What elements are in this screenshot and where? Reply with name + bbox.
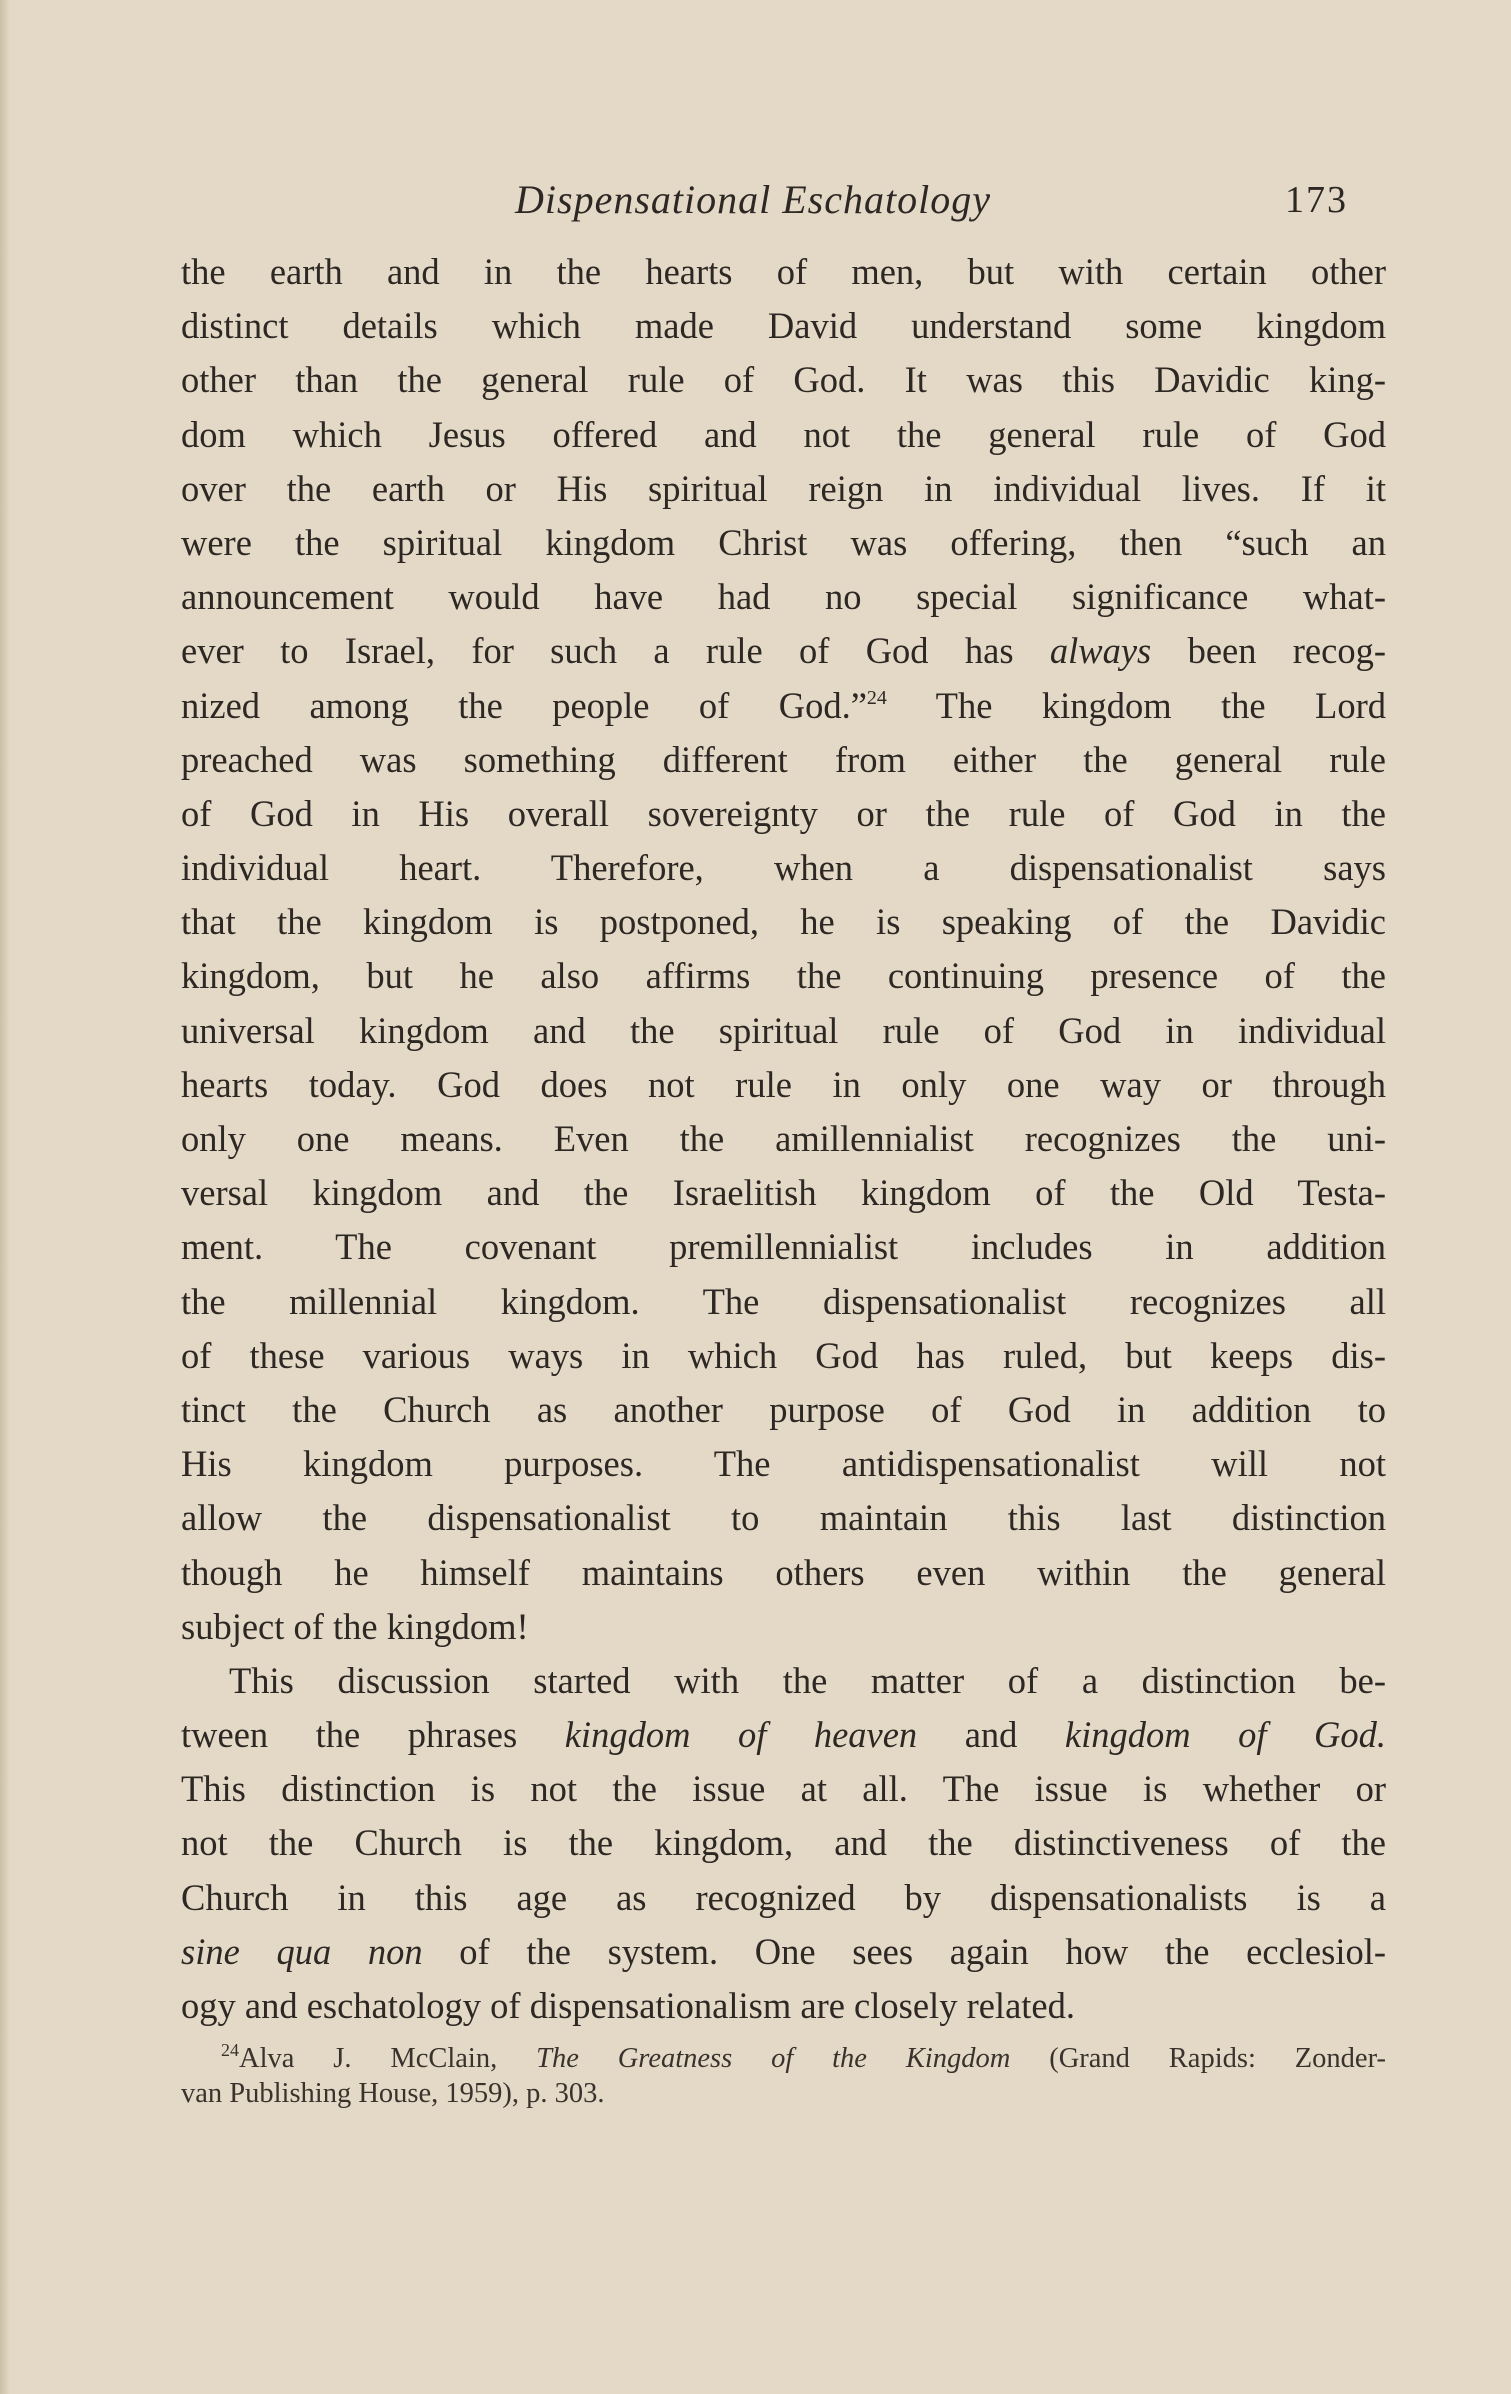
text-segment: individual heart. Therefore, when a dispensationalist says bbox=[181, 847, 1386, 889]
text-segment: not the Church is the kingdom, and the distinctiveness of the bbox=[181, 1822, 1386, 1864]
text-line bbox=[181, 353, 1386, 407]
text-line bbox=[181, 299, 1386, 353]
page-number: 173 bbox=[1285, 179, 1348, 221]
text-segment: though he himself maintains others even within the general bbox=[181, 1551, 1386, 1593]
footnote-book-title: The Greatness of the Kingdom bbox=[536, 2043, 1011, 2074]
text-line bbox=[181, 733, 1386, 787]
text-line bbox=[181, 895, 1386, 949]
text-segment: allow the dispensationalist to maintain this last distinction bbox=[181, 1497, 1386, 1539]
text-segment: This discussion started with the matter of a distinction be- bbox=[229, 1659, 1386, 1701]
text-line bbox=[181, 1762, 1386, 1816]
text-line bbox=[181, 1329, 1386, 1383]
text-line bbox=[181, 949, 1386, 1003]
text-line bbox=[181, 1654, 1386, 1708]
footnote-author: Alva J. McClain, bbox=[239, 2043, 537, 2074]
text-line bbox=[181, 787, 1386, 841]
text-segment: kingdom, but he also affirms the continuing presence of the bbox=[181, 955, 1386, 997]
italic-text: sine qua non bbox=[181, 1930, 423, 1972]
text-line bbox=[181, 624, 1386, 678]
text-line bbox=[181, 462, 1386, 516]
text-line bbox=[181, 1600, 1386, 1654]
text-segment: were the spiritual kingdom Christ was offering, then “such an bbox=[181, 521, 1386, 563]
text-line bbox=[181, 1708, 1386, 1762]
body-text bbox=[181, 245, 1386, 2033]
text-segment: the millennial kingdom. The dispensationalist recognizes all bbox=[181, 1280, 1386, 1322]
text-segment: His kingdom purposes. The antidispensationalist will not bbox=[181, 1443, 1386, 1485]
italic-text: always bbox=[1049, 630, 1152, 672]
footnote-publisher: (Grand Rapids: Zonder- bbox=[1010, 2043, 1386, 2074]
text-segment: dom which Jesus offered and not the general rule of God bbox=[181, 413, 1386, 455]
text-segment: that the kingdom is postponed, he is speaking of the Davidic bbox=[181, 901, 1386, 943]
footnote-reference: 24 bbox=[866, 686, 887, 709]
text-segment: and bbox=[917, 1714, 1065, 1756]
text-segment: of God in His overall sovereignty or the rule of God in the bbox=[181, 792, 1386, 834]
text-segment: tween the phrases bbox=[181, 1714, 565, 1756]
text-line bbox=[181, 1383, 1386, 1437]
text-segment: versal kingdom and the Israelitish kingdom of the Old Testa- bbox=[181, 1172, 1386, 1214]
text-segment: of these various ways in which God has ruled, but keeps dis- bbox=[181, 1334, 1386, 1376]
text-segment: the earth and in the hearts of men, but with certain other bbox=[181, 251, 1386, 292]
text-line bbox=[181, 245, 1386, 299]
text-line bbox=[181, 679, 1386, 733]
running-title: Dispensational Eschatology bbox=[515, 177, 991, 222]
text-line bbox=[181, 1058, 1386, 1112]
text-segment: been recog- bbox=[1151, 630, 1386, 672]
text-line bbox=[181, 1979, 1386, 2033]
text-line bbox=[181, 841, 1386, 895]
text-segment: distinct details which made David understand some kingdom bbox=[181, 305, 1386, 347]
text-segment: hearts today. God does not rule in only one way or through bbox=[181, 1063, 1386, 1105]
text-line bbox=[181, 1112, 1386, 1166]
footnote-line: van Publishing House, 1959), p. 303. bbox=[181, 2078, 605, 2109]
text-segment: of the system. One sees again how the ecclesiol- bbox=[422, 1930, 1386, 1972]
text-segment: over the earth or His spiritual reign in individual lives. If it bbox=[181, 467, 1386, 509]
text-line bbox=[181, 1004, 1386, 1058]
text-line bbox=[181, 1871, 1386, 1925]
text-line bbox=[181, 1275, 1386, 1329]
text-segment: nized among the people of God.” bbox=[181, 684, 867, 726]
text-line bbox=[181, 1166, 1386, 1220]
text-line bbox=[181, 1437, 1386, 1491]
text-segment: Church in this age as recognized by dispensationalists is a bbox=[181, 1876, 1386, 1918]
text-segment: This distinction is not the issue at all. The issue is whether or bbox=[181, 1768, 1386, 1810]
text-line bbox=[181, 408, 1386, 462]
text-line bbox=[181, 1925, 1386, 1979]
text-segment: The kingdom the Lord bbox=[886, 684, 1386, 726]
text-line bbox=[181, 1546, 1386, 1600]
text-segment: ever to Israel, for such a rule of God has bbox=[181, 630, 1050, 672]
text-segment: ment. The covenant premillennialist includes in addition bbox=[181, 1226, 1386, 1268]
italic-text: kingdom of God. bbox=[1064, 1714, 1386, 1756]
text-segment: other than the general rule of God. It was this Davidic king- bbox=[181, 359, 1386, 401]
text-segment: tinct the Church as another purpose of God in addition to bbox=[181, 1388, 1386, 1430]
footnote bbox=[181, 2041, 1386, 2111]
text-line bbox=[181, 1816, 1386, 1870]
text-line bbox=[181, 1220, 1386, 1274]
text-segment: subject of the kingdom! bbox=[181, 1605, 529, 1647]
italic-text: kingdom of heaven bbox=[564, 1714, 918, 1756]
text-segment: universal kingdom and the spiritual rule of God in individual bbox=[181, 1009, 1386, 1051]
text-segment: only one means. Even the amillennialist recognizes the uni- bbox=[181, 1118, 1386, 1159]
running-head bbox=[0, 170, 1511, 230]
page-edge-shadow bbox=[0, 0, 10, 2394]
text-segment: preached was something different from either the general rule bbox=[181, 738, 1386, 780]
text-segment: ogy and eschatology of dispensationalism are closely related. bbox=[181, 1985, 1075, 2026]
text-segment: announcement would have had no special significance what- bbox=[181, 576, 1386, 618]
text-line bbox=[181, 570, 1386, 624]
text-line bbox=[181, 516, 1386, 570]
footnote-line bbox=[181, 2041, 1386, 2076]
text-line bbox=[181, 1491, 1386, 1545]
footnote-marker: 24 bbox=[221, 2041, 239, 2060]
